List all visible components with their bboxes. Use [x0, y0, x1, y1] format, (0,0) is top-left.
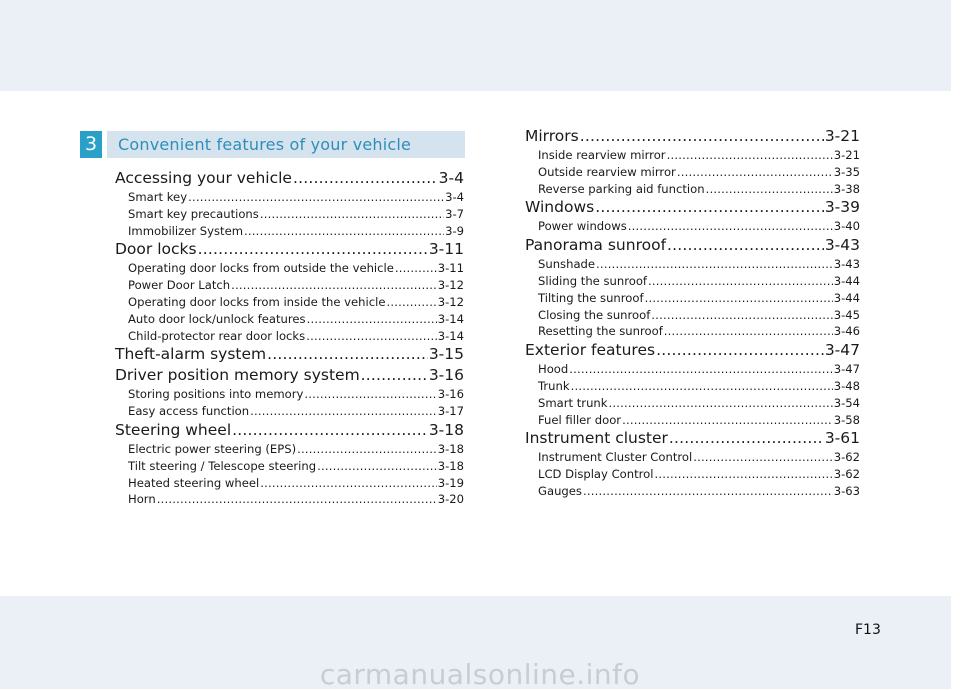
toc-entry[interactable] [525, 181, 860, 198]
dot-leader [260, 475, 436, 492]
toc-entry-page: 3-9 [445, 223, 464, 238]
toc-entry-title: Smart key precautions [128, 206, 259, 221]
dot-leader [297, 441, 437, 458]
top-band [0, 0, 951, 91]
toc-entry[interactable] [115, 294, 464, 311]
toc-section[interactable] [115, 168, 464, 189]
toc-section[interactable] [525, 126, 860, 147]
dot-leader [317, 458, 437, 475]
toc-section-title: Windows [525, 198, 595, 217]
toc-entry[interactable] [115, 277, 464, 294]
dot-leader [595, 197, 824, 218]
toc-entry-title: Electric power steering (EPS) [128, 441, 297, 456]
toc-entry[interactable] [115, 328, 464, 345]
toc-entry-page: 3-45 [833, 307, 860, 322]
toc-entry-page: 3-4 [445, 190, 464, 204]
toc-entry-title: Tilting the sunroof [538, 290, 644, 305]
page-number: F13 [855, 622, 881, 638]
dot-leader [304, 386, 436, 403]
toc-entry-page: 3-18 [437, 458, 464, 473]
toc-entry[interactable] [115, 491, 464, 508]
toc-entry-title: Trunk [538, 378, 570, 393]
toc-section-page: 3-16 [428, 366, 464, 385]
dot-leader [655, 466, 833, 483]
toc-entry[interactable] [525, 307, 860, 324]
dot-leader [232, 420, 428, 441]
toc-entry-title: Tilt steering / Telescope steering [128, 458, 317, 473]
toc-entry-page: 3-54 [833, 395, 860, 410]
dot-leader [693, 449, 832, 466]
dot-leader [260, 206, 444, 223]
toc-entry-title: Power Door Latch [128, 278, 231, 293]
dot-leader [244, 223, 444, 240]
toc-section-title: Exterior features [525, 341, 656, 360]
toc-section[interactable] [525, 197, 860, 218]
dot-leader [306, 328, 437, 345]
toc-section-title: Door locks [115, 240, 197, 259]
toc-entry-title: Fuel filler door [538, 412, 622, 427]
toc-section-page: 3-21 [824, 127, 860, 145]
toc-section-title: Driver position memory system [115, 366, 360, 385]
dot-leader [293, 168, 438, 189]
toc-entry-page: 3-20 [437, 492, 464, 507]
toc-section-page: 3-15 [428, 345, 464, 364]
toc-entry-title: Operating door locks from inside the vehicle [128, 294, 386, 309]
toc-entry-title: Storing positions into memory [128, 387, 304, 402]
dot-leader [583, 483, 833, 500]
toc-entry-page: 3-43 [833, 257, 860, 272]
toc-entry[interactable] [525, 483, 860, 500]
toc-entry-page: 3-48 [833, 378, 860, 393]
toc-entry-title: Smart trunk [538, 395, 608, 410]
toc-entry[interactable] [115, 311, 464, 328]
toc-entry-page: 3-47 [833, 362, 860, 377]
toc-entry-title: Hood [538, 362, 569, 377]
toc-entry-page: 3-18 [437, 441, 464, 456]
toc-entry-title: Gauges [538, 483, 582, 498]
toc-entry-title: LCD Display Control [538, 467, 654, 482]
toc-entry-title: Sliding the sunroof [538, 273, 648, 288]
dot-leader [648, 273, 833, 290]
toc-section-title: Mirrors [525, 127, 579, 145]
toc-entry-title: Instrument Cluster Control [538, 450, 693, 465]
toc-entry-page: 3-16 [437, 387, 464, 402]
dot-leader [157, 491, 437, 508]
toc-entry[interactable] [525, 378, 860, 395]
toc-entry[interactable] [525, 412, 860, 429]
toc-entry[interactable] [115, 458, 464, 475]
toc-entry[interactable] [115, 206, 464, 223]
toc-entry-page: 3-17 [437, 404, 464, 419]
toc-entry-title: Easy access function [128, 404, 250, 419]
toc-entry-page: 3-62 [833, 467, 860, 482]
toc-entry[interactable] [525, 273, 860, 290]
dot-leader [307, 311, 437, 328]
toc-section-title: Panorama sunroof [525, 236, 667, 255]
toc-entry-title: Closing the sunroof [538, 307, 651, 322]
toc-entry[interactable] [525, 395, 860, 412]
dot-leader [580, 126, 824, 147]
dot-leader [677, 164, 833, 181]
dot-leader [669, 428, 824, 449]
toc-entry-title: Reverse parking aid function [538, 181, 705, 196]
toc-entry-page: 3-12 [437, 278, 464, 293]
toc-section-title: Steering wheel [115, 420, 232, 439]
toc-left-column [115, 168, 464, 508]
toc-entry[interactable] [525, 164, 860, 181]
toc-entry[interactable] [525, 256, 860, 273]
toc-section-title: Accessing your vehicle [115, 169, 292, 187]
toc-entry-title: Operating door locks from outside the vehicle [128, 261, 394, 276]
toc-section-title: Theft-alarm system [115, 345, 267, 364]
toc-entry[interactable] [115, 386, 464, 403]
dot-leader [571, 378, 833, 395]
watermark-text: carmanualsonline.info [319, 658, 641, 691]
toc-section-page: 3-11 [428, 240, 464, 259]
toc-section-page: 3-39 [824, 198, 860, 217]
toc-entry[interactable] [115, 223, 464, 240]
toc-entry-page: 3-12 [437, 294, 464, 309]
toc-entry-title: Auto door lock/unlock features [128, 311, 306, 326]
toc-entry-page: 3-40 [833, 219, 860, 234]
dot-leader [231, 277, 437, 294]
toc-entry-page: 3-46 [833, 324, 860, 339]
toc-entry[interactable] [525, 290, 860, 307]
toc-entry-title: Sunshade [538, 257, 596, 272]
toc-section-page: 3-4 [438, 169, 464, 187]
toc-section[interactable] [525, 340, 860, 361]
toc-entry-page: 3-7 [445, 206, 464, 221]
dot-leader [188, 189, 444, 206]
toc-entry-page: 3-11 [437, 261, 464, 276]
dot-leader [667, 235, 824, 256]
dot-leader [608, 395, 832, 412]
dot-leader [651, 307, 832, 324]
toc-entry-title: Inside rearview mirror [538, 148, 666, 162]
toc-entry-page: 3-62 [833, 450, 860, 465]
toc-entry[interactable] [525, 218, 860, 235]
dot-leader [622, 412, 833, 429]
dot-leader [645, 290, 833, 307]
toc-entry-title: Horn [128, 492, 156, 507]
toc-entry[interactable] [525, 361, 860, 378]
toc-section-title: Instrument cluster [525, 429, 668, 448]
toc-entry-title: Resetting the sunroof [538, 324, 663, 339]
dot-leader [267, 344, 428, 365]
toc-entry-page: 3-63 [833, 483, 860, 498]
toc-entry-title: Smart key [128, 190, 188, 204]
dot-leader [656, 340, 824, 361]
toc-section-page: 3-43 [824, 236, 860, 255]
toc-section[interactable] [115, 239, 464, 260]
toc-entry-title: Heated steering wheel [128, 475, 260, 490]
toc-entry[interactable] [115, 475, 464, 492]
toc-entry-page: 3-19 [437, 475, 464, 490]
dot-leader [386, 294, 436, 311]
toc-section[interactable] [115, 420, 464, 441]
toc-entry[interactable] [115, 403, 464, 420]
dot-leader [667, 147, 833, 164]
toc-entry[interactable] [525, 466, 860, 483]
dot-leader [361, 365, 428, 386]
toc-entry-title: Power windows [538, 219, 627, 234]
toc-entry[interactable] [115, 441, 464, 458]
dot-leader [395, 260, 437, 277]
toc-section[interactable] [115, 365, 464, 386]
toc-entry[interactable] [525, 147, 860, 164]
toc-entry-page: 3-58 [833, 412, 860, 427]
dot-leader [664, 323, 833, 340]
toc-entry-page: 3-21 [833, 148, 860, 162]
toc-section[interactable] [115, 344, 464, 365]
toc-section[interactable] [525, 428, 860, 449]
chapter-number: 3 [80, 131, 102, 158]
dot-leader [250, 403, 437, 420]
toc-entry-title: Outside rearview mirror [538, 164, 676, 179]
toc-section-page: 3-18 [428, 420, 464, 439]
dot-leader [706, 181, 833, 198]
dot-leader [596, 256, 833, 273]
toc-entry-title: Immobilizer System [128, 223, 244, 238]
toc-entry-page: 3-44 [833, 273, 860, 288]
dot-leader [569, 361, 832, 378]
toc-entry[interactable] [525, 323, 860, 340]
toc-entry-page: 3-14 [437, 328, 464, 343]
toc-entry-page: 3-35 [833, 164, 860, 179]
toc-entry-page: 3-44 [833, 290, 860, 305]
toc-entry[interactable] [115, 189, 464, 206]
toc-section-page: 3-61 [824, 429, 860, 448]
toc-entry-page: 3-14 [437, 311, 464, 326]
toc-right-column [525, 126, 860, 500]
toc-entry[interactable] [525, 449, 860, 466]
toc-section[interactable] [525, 235, 860, 256]
toc-section-page: 3-47 [824, 341, 860, 360]
toc-entry[interactable] [115, 260, 464, 277]
toc-entry-page: 3-38 [833, 181, 860, 196]
dot-leader [628, 218, 833, 235]
toc-entry-title: Child-protector rear door locks [128, 328, 306, 343]
dot-leader [198, 239, 428, 260]
chapter-title: Convenient features of your vehicle [107, 131, 465, 158]
